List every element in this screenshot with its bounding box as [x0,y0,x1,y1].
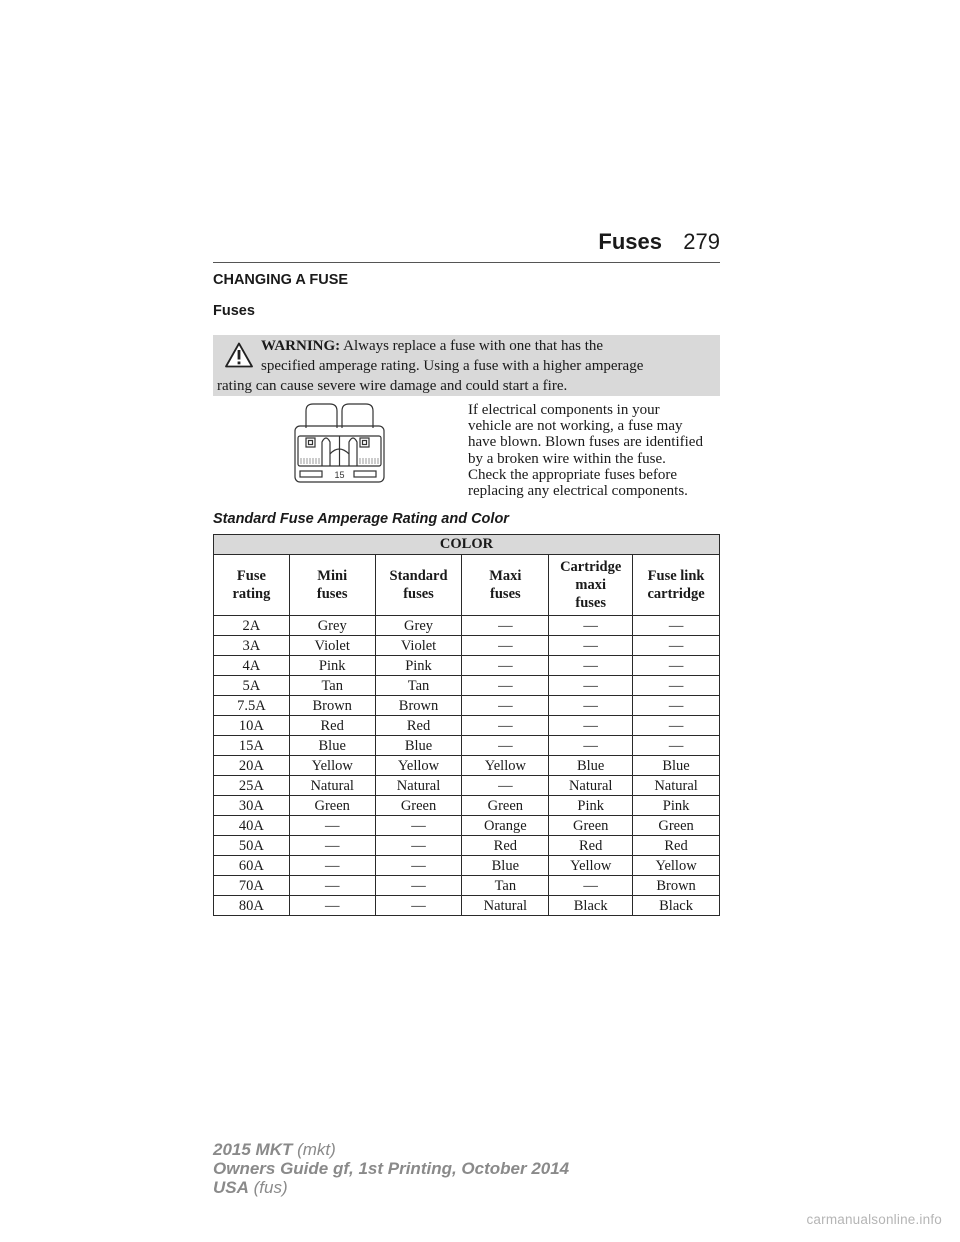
watermark: carmanualsonline.info [806,1212,942,1227]
color-cell: — [462,616,549,636]
footer-model: 2015 MKT [213,1140,293,1159]
color-cell: — [549,716,633,736]
color-cell: — [289,836,375,856]
color-cell: Grey [289,616,375,636]
rating-cell: 30A [214,796,290,816]
color-cell: Natural [289,776,375,796]
warning-text-1: Always replace a fuse with one that has the [343,338,604,354]
column-header [462,555,549,616]
color-cell: Natural [549,776,633,796]
table-row [214,816,720,836]
table-row [214,736,720,756]
color-cell: — [462,776,549,796]
color-cell: Pink [633,796,720,816]
color-cell: Tan [462,876,549,896]
rating-cell: 15A [214,736,290,756]
color-cell: Green [289,796,375,816]
table-body [214,616,720,916]
intro-line: If electrical components in your [468,402,660,418]
rating-cell: 7.5A [214,696,290,716]
column-header-line: Fuse link [647,568,705,584]
color-cell: Red [549,836,633,856]
color-cell: Natural [375,776,462,796]
color-cell: — [289,876,375,896]
color-cell: — [462,676,549,696]
color-cell: — [549,676,633,696]
column-header-line: cartridge [647,586,705,602]
color-cell: Yellow [289,756,375,776]
fuse-rating-label: 15 [334,470,345,480]
column-header-line: rating [232,586,271,602]
footer-line-3 [213,1178,569,1197]
column-header-line: Cartridge [560,559,622,575]
color-cell: — [633,636,720,656]
column-header [289,555,375,616]
column-header-line: fuses [403,586,434,602]
warning-box [213,335,720,396]
table-row [214,616,720,636]
table-title: Standard Fuse Amperage Rating and Color [213,511,509,527]
color-cell: — [633,736,720,756]
column-header-line: Maxi [489,568,522,584]
rating-cell: 4A [214,656,290,676]
footer-market: USA [213,1178,249,1197]
color-cell: Green [633,816,720,836]
heading: CHANGING A FUSE [213,272,349,288]
color-cell: — [633,716,720,736]
rating-cell: 25A [214,776,290,796]
color-cell: — [549,616,633,636]
table-row [214,656,720,676]
color-cell: Blue [375,736,462,756]
color-cell: Brown [633,876,720,896]
column-header-line: maxi [575,577,606,593]
color-cell: — [462,656,549,676]
color-cell: Blue [549,756,633,776]
intro-line: by a broken wire within the fuse. [468,450,666,467]
intro-line: Check the appropriate fuses before [468,466,678,483]
column-header [375,555,462,616]
table-row [214,756,720,776]
column-header-line: fuses [490,586,521,602]
color-cell: Green [375,796,462,816]
color-cell: — [633,676,720,696]
color-cell: Tan [289,676,375,696]
color-cell: Violet [289,636,375,656]
column-header-line: fuses [575,595,606,611]
rating-cell: 5A [214,676,290,696]
color-cell: Yellow [633,856,720,876]
color-cell: Natural [633,776,720,796]
intro-paragraph [468,402,728,499]
warning-label: WARNING: [261,338,341,354]
column-header [214,555,290,616]
color-cell: Tan [375,676,462,696]
rating-cell: 60A [214,856,290,876]
column-header-line: Fuse [236,568,266,584]
color-cell: — [549,696,633,716]
table-row [214,696,720,716]
footer-model-code: (mkt) [297,1140,336,1159]
column-header-line: fuses [316,586,348,602]
color-cell: Yellow [375,756,462,776]
color-cell: — [289,816,375,836]
color-cell: — [375,876,462,896]
color-cell: — [462,716,549,736]
table-row [214,896,720,916]
page-number: 279 [683,229,720,254]
rating-cell: 70A [214,876,290,896]
rating-cell: 40A [214,816,290,836]
subheading: Fuses [213,303,255,319]
section-title: Fuses [598,229,662,254]
color-cell: Brown [289,696,375,716]
rating-cell: 2A [214,616,290,636]
rating-cell: 50A [214,836,290,856]
color-cell: Red [462,836,549,856]
color-cell: — [549,736,633,756]
column-header [633,555,720,616]
rating-cell: 20A [214,756,290,776]
color-cell: Pink [289,656,375,676]
table-row [214,836,720,856]
color-cell: Blue [462,856,549,876]
color-cell: — [549,876,633,896]
table-row [214,776,720,796]
warning-icon [225,342,253,368]
color-cell: Blue [633,756,720,776]
color-cell: — [375,836,462,856]
color-cell: Red [375,716,462,736]
table-row [214,676,720,696]
fuse-color-table [213,534,720,916]
color-cell: — [289,896,375,916]
color-cell: — [289,856,375,876]
table-row [214,876,720,896]
column-header [549,555,633,616]
table-row [214,716,720,736]
color-cell: — [462,636,549,656]
color-cell: Violet [375,636,462,656]
color-cell: — [633,656,720,676]
color-cell: Grey [375,616,462,636]
color-cell: — [462,696,549,716]
color-cell: Orange [462,816,549,836]
color-cell: — [375,856,462,876]
color-cell: Yellow [549,856,633,876]
color-cell: — [549,636,633,656]
table-row [214,636,720,656]
table-row [214,856,720,876]
color-cell: Red [289,716,375,736]
warning-line-3: rating can cause severe wire damage and could start a fire. [217,378,568,394]
footer-line-1 [213,1140,569,1159]
footer-market-code: (fus) [253,1178,288,1197]
color-cell: Green [549,816,633,836]
fuse-illustration [292,402,387,484]
rating-cell: 10A [214,716,290,736]
color-cell: Pink [549,796,633,816]
color-cell: — [462,736,549,756]
color-cell: Black [549,896,633,916]
color-cell: Brown [375,696,462,716]
color-cell: — [375,896,462,916]
rating-cell: 3A [214,636,290,656]
column-header-line: Standard [389,568,448,584]
page-header [213,228,720,263]
footer [213,1140,569,1197]
intro-line: replacing any electrical components. [468,483,688,500]
color-cell: — [375,816,462,836]
intro-line: have blown. Blown fuses are identified [468,434,703,451]
color-cell: — [549,656,633,676]
warning-line-1 [261,338,603,355]
footer-guide: Owners Guide gf, 1st Printing, October 2014 [213,1159,570,1178]
color-group-header: COLOR [214,535,720,555]
rating-cell: 80A [214,896,290,916]
table-row [214,796,720,816]
color-cell: Pink [375,656,462,676]
color-cell: Red [633,836,720,856]
color-cell: Black [633,896,720,916]
color-cell: Green [462,796,549,816]
color-cell: — [633,616,720,636]
color-cell: Yellow [462,756,549,776]
column-header-row [214,555,720,616]
color-cell: Natural [462,896,549,916]
column-header-line: Mini [317,568,348,584]
color-cell: Blue [289,736,375,756]
intro-line: vehicle are not working, a fuse may [468,418,683,435]
color-cell: — [633,696,720,716]
warning-line-2: specified amperage rating. Using a fuse with a higher amperage [261,358,644,374]
